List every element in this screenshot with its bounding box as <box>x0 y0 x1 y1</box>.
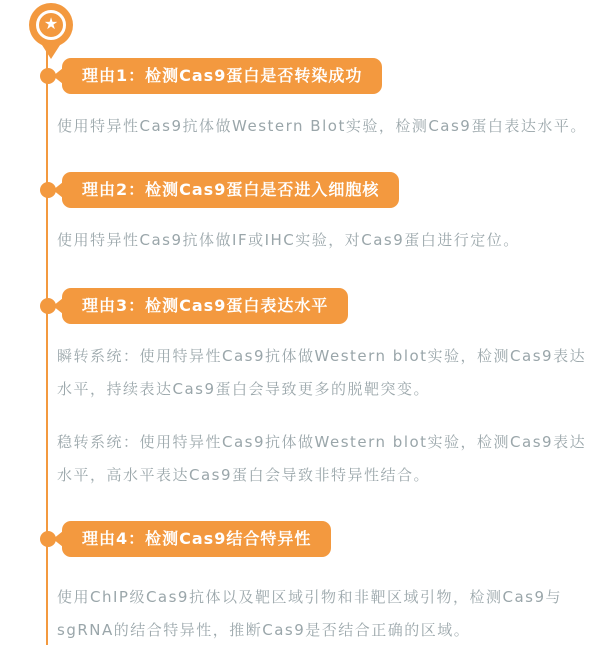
timeline-content <box>0 58 609 647</box>
badge-arrow-2 <box>53 182 63 198</box>
reason-4-badge <box>62 521 331 557</box>
reason-2-badge <box>62 172 399 208</box>
reason-3-description-stable: 稳转系统：使用特异性Cas9抗体做Western blot实验，检测Cas9表达水平，高水平表达Cas9蛋白会导致非特异性结合。 <box>57 433 587 484</box>
reason-1-description: 使用特异性Cas9抗体做Western Blot实验，检测Cas9蛋白表达水平。 <box>57 117 587 135</box>
reason-1-badge-label: 理由1：检测Cas9蛋白是否转染成功 <box>82 66 363 85</box>
reason-3-description-transient: 瞬转系统：使用特异性Cas9抗体做Western blot实验，检测Cas9表达水平，持续表达Cas9蛋白会导致更多的脱靶突变。 <box>57 347 587 398</box>
reason-4-badge-label: 理由4：检测Cas9结合特异性 <box>82 529 312 548</box>
pin-head <box>29 3 73 47</box>
reason-3-badge <box>62 288 348 324</box>
reason-1-badge <box>62 58 382 94</box>
badge-arrow-4 <box>53 531 63 547</box>
timeline-section-reason-4 <box>0 521 609 647</box>
timeline-section-reason-2 <box>0 172 609 257</box>
reason-3-badge-label: 理由3：检测Cas9蛋白表达水平 <box>82 296 329 315</box>
star-pin-marker <box>29 3 73 47</box>
badge-arrow-3 <box>53 298 63 314</box>
reason-4-description: 使用ChIP级Cas9抗体以及靶区域引物和非靶区域引物，检测Cas9与sgRNA的结合特异性，推断Cas9是否结合正确的区域。 <box>57 588 562 639</box>
timeline-section-reason-3 <box>0 288 609 492</box>
pin-tail <box>42 45 60 59</box>
timeline-section-reason-1 <box>0 58 609 143</box>
star-icon: ★ <box>43 14 59 33</box>
badge-arrow-1 <box>53 68 63 84</box>
pin-ring <box>36 10 66 40</box>
reason-2-description: 使用特异性Cas9抗体做IF或IHC实验，对Cas9蛋白进行定位。 <box>57 231 520 249</box>
reason-2-badge-label: 理由2：检测Cas9蛋白是否进入细胞核 <box>82 180 380 199</box>
